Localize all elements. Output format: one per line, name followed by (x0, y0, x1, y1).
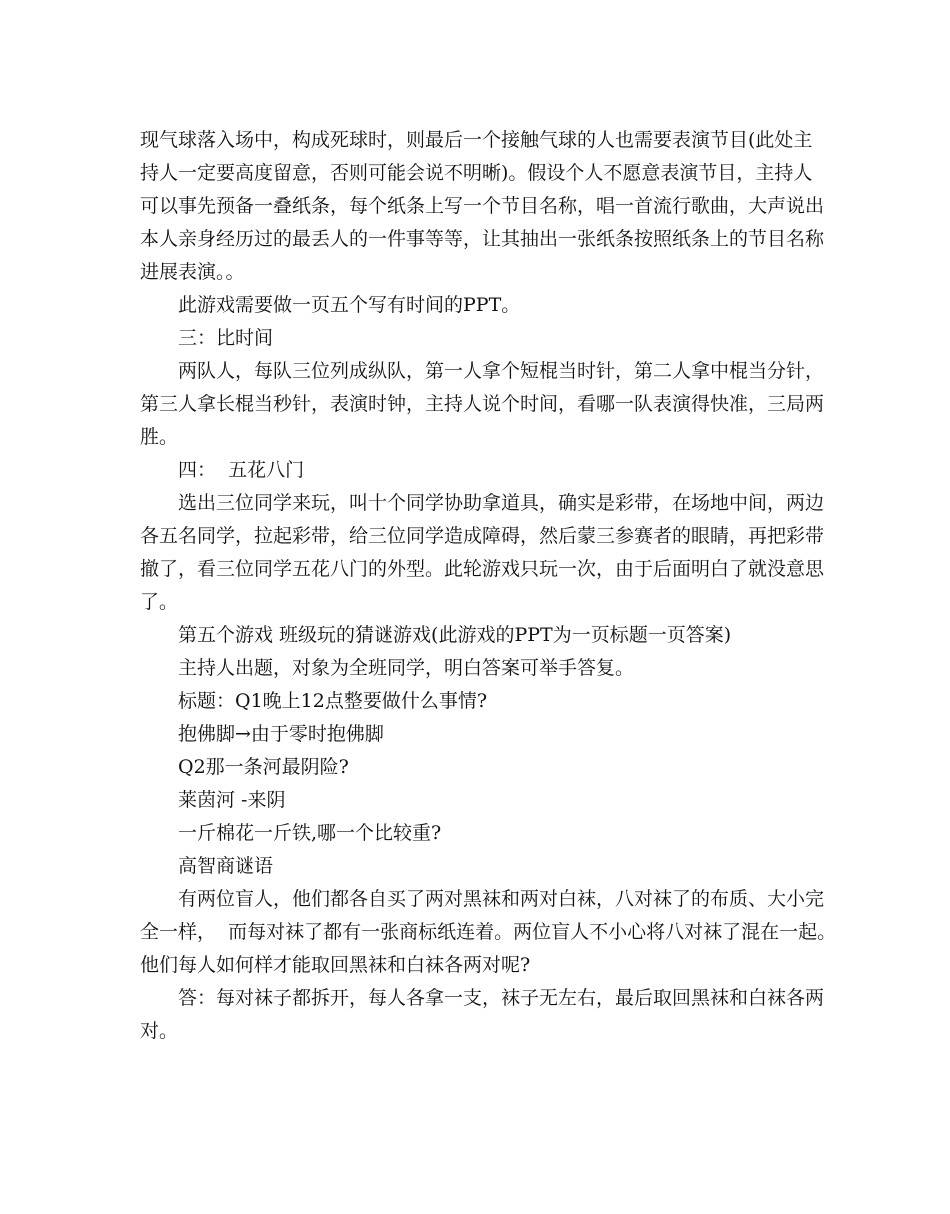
text-line: 此游戏需要做一页五个写有时间的PPT。 (178, 294, 521, 316)
text-line: 有两位盲人，他们都各自买了两对黑袜和两对白袜，八对袜了的布质、大小完 (178, 888, 825, 910)
text-line: 撤了，看三位同学五花八门的外型。此轮游戏只玩一次，由于后面明白了就没意思 (140, 558, 825, 580)
text-line: 胜。 (140, 426, 179, 448)
riddle-answer: 抱佛脚→由于零时抱佛脚 (178, 723, 384, 745)
text-line: 了。 (140, 591, 179, 613)
text-line: 进展表演。。 (140, 261, 245, 283)
text-line: 本人亲身经历过的最丢人的一件事等等，让其抽出一张纸条按照纸条上的节目名称 (140, 228, 825, 250)
section-heading: 高智商谜语 (178, 855, 274, 877)
riddle-answer: 莱茵河 -来阴 (178, 789, 286, 811)
text-line: 可以事先预备一叠纸条，每个纸条上写一个节目名称，唱一首流行歌曲，大声说出 (140, 195, 825, 217)
section-heading: 第五个游戏 班级玩的猜谜游戏(此游戏的PPT为一页标题一页答案) (178, 624, 732, 646)
text-line: 第三人拿长棍当秒针，表演时钟，主持人说个时间，看哪一队表演得快准，三局两 (140, 393, 825, 415)
text-line: 主持人出题，对象为全班同学，明白答案可举手答复。 (178, 657, 635, 679)
text-line: 对。 (140, 1020, 179, 1042)
document-body (140, 124, 837, 1048)
text-line: 两队人，每队三位列成纵队，第一人拿个短棍当时针，第二人拿中棍当分针， (178, 360, 825, 382)
riddle-answer: 答：每对袜子都拆开，每人各拿一支，袜子无左右，最后取回黑袜和白袜各两 (178, 987, 825, 1009)
riddle-question: 一斤棉花一斤铁,哪一个比较重? (178, 822, 442, 844)
section-heading: 三：比时间 (178, 327, 274, 349)
text-line: 全一样， 而每对袜了都有一张商标纸连着。两位盲人不小心将八对袜了混在一起。 (140, 921, 837, 943)
section-heading: 四： 五花八门 (178, 459, 305, 481)
text-line: 他们每人如何样才能取回黑袜和白袜各两对呢? (140, 954, 531, 976)
text-line: 现气球落入场中，构成死球时，则最后一个接触气球的人也需要表演节目(此处主 (140, 129, 813, 151)
text-line: 各五名同学，拉起彩带，给三位同学造成障碍，然后蒙三参赛者的眼睛，再把彩带 (140, 525, 825, 547)
riddle-question: 标题：Q1晚上12点整要做什么事情? (178, 690, 488, 712)
text-line: 选出三位同学来玩，叫十个同学协助拿道具，确实是彩带，在场地中间，两边 (178, 492, 825, 514)
text-line: 持人一定要高度留意，否则可能会说不明晰)。假设个人不愿意表演节目，主持人 (140, 162, 813, 184)
riddle-question: Q2那一条河最阴险? (178, 756, 349, 778)
